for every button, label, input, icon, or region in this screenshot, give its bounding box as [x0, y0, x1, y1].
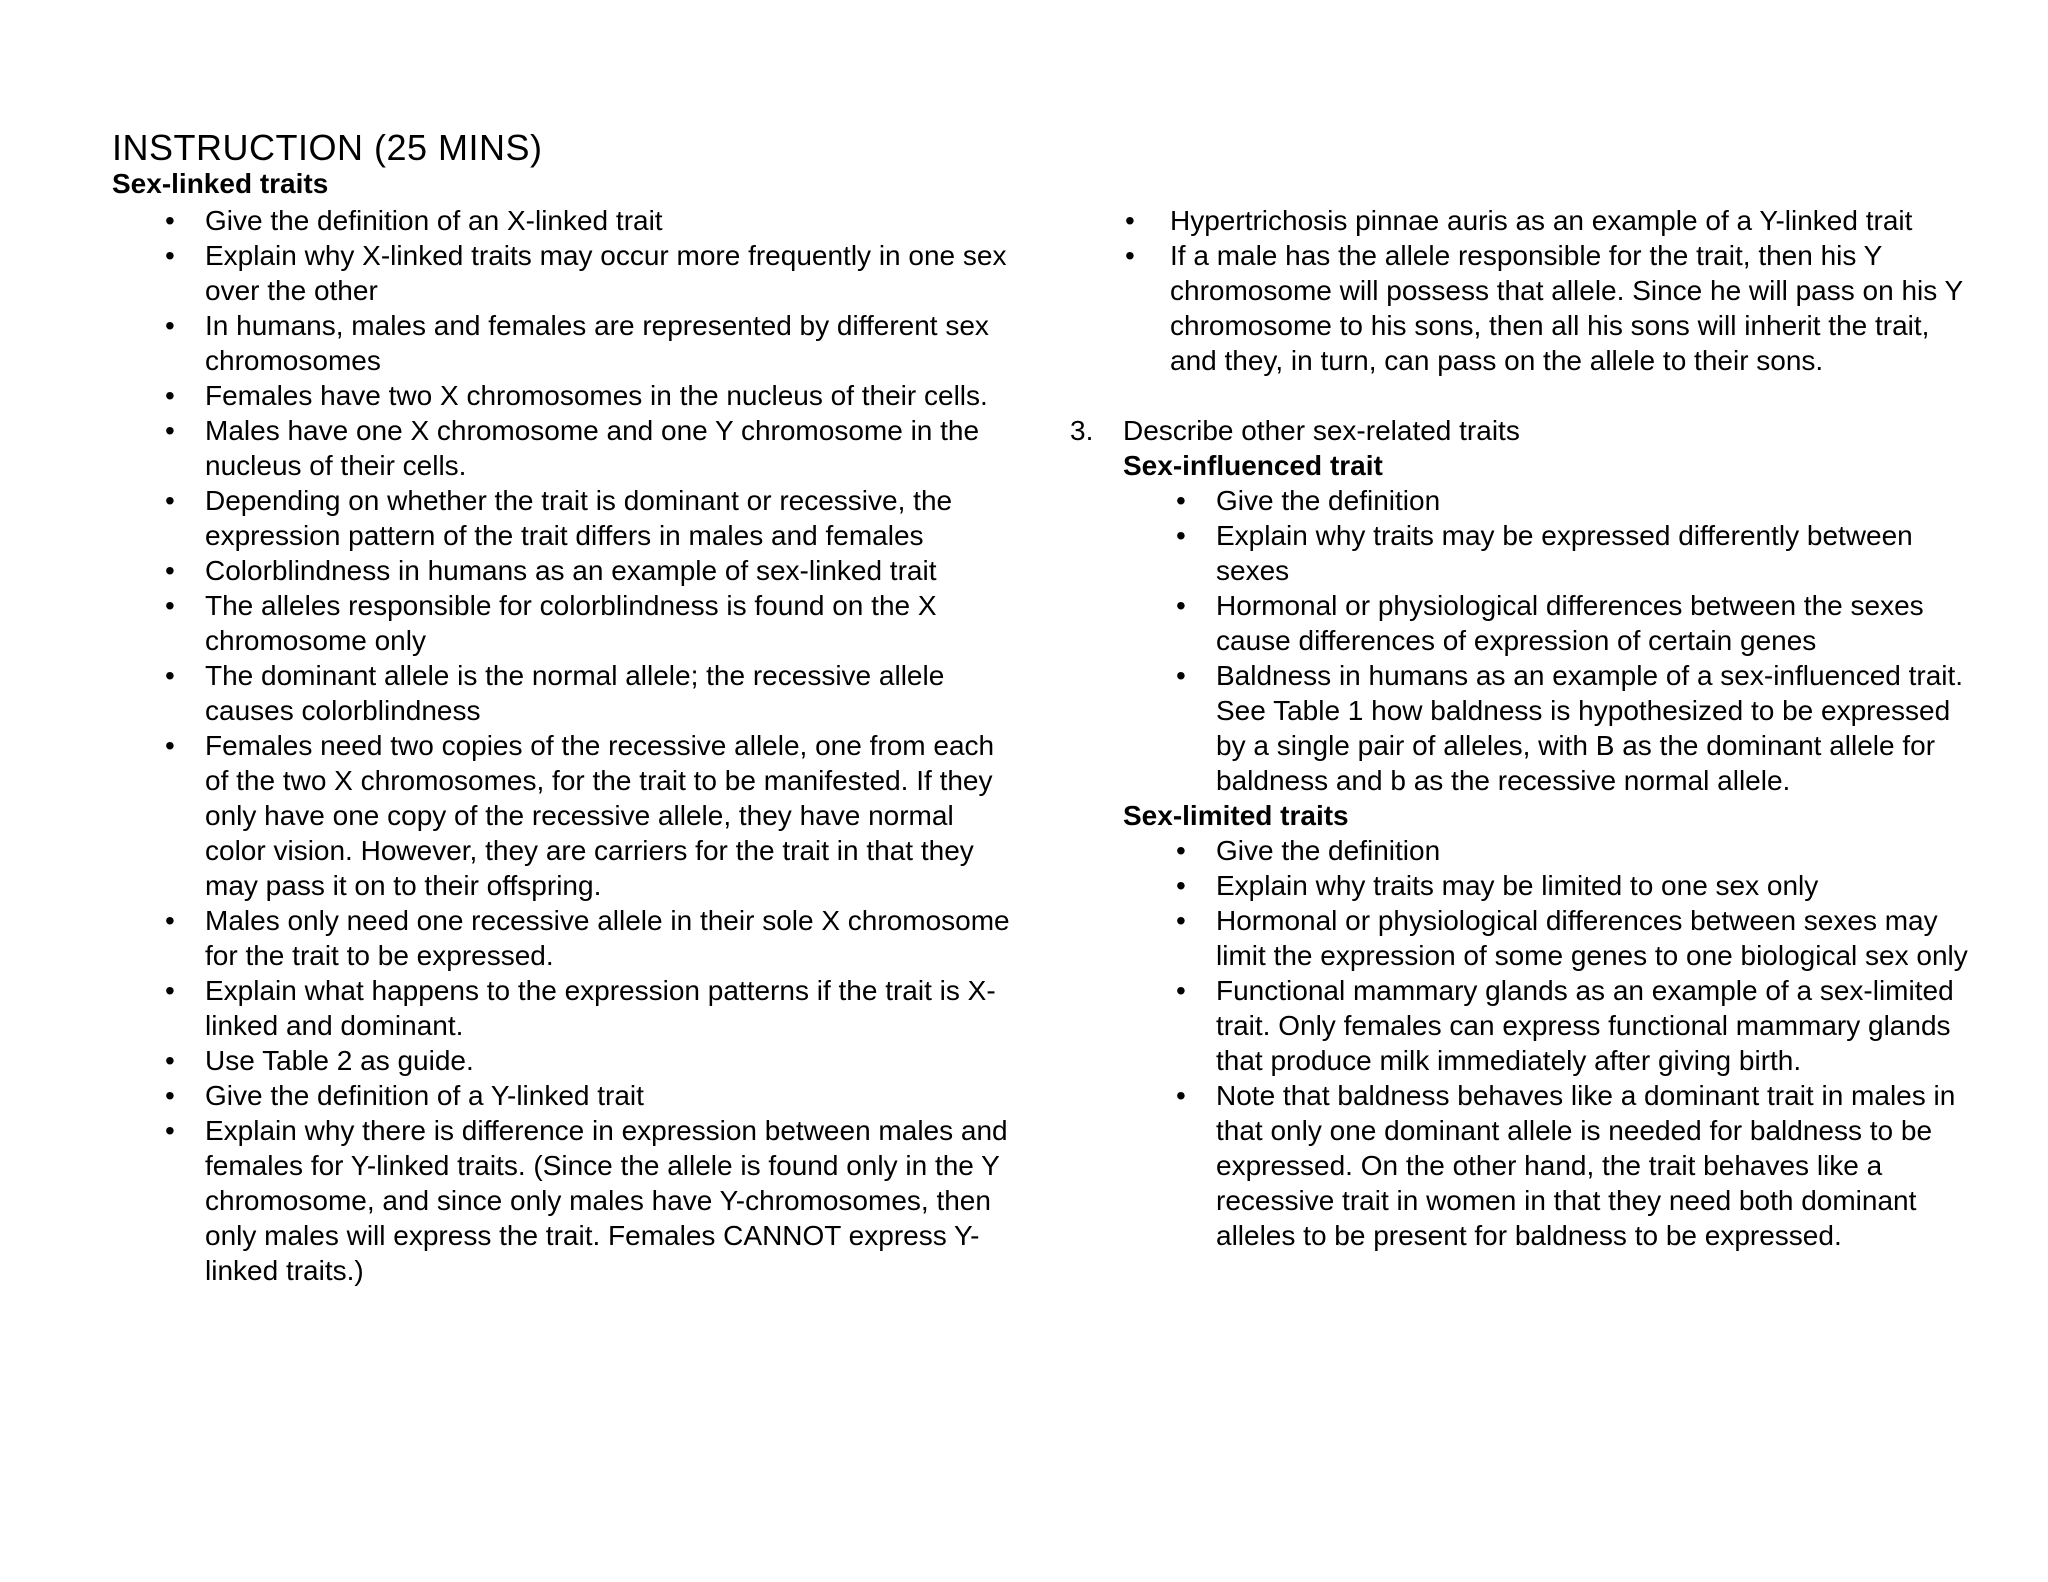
sex-limited-bullet-list	[1070, 833, 1970, 1253]
list-item: • Explain why traits may be limited to one sex only	[1176, 870, 1819, 901]
list-item: • Note that baldness behaves like a dominant trait in males in that only one dominant allele is needed for baldness to be expressed. On the other hand, the trait behaves like a recessive trait in women in that they need both dominant alleles to be present for baldness to be expressed.	[1176, 1080, 1956, 1251]
bullet-icon: •	[165, 590, 175, 621]
bullet-icon: •	[1125, 205, 1135, 236]
bullet-icon: •	[165, 205, 175, 236]
list-item: • Explain why there is difference in expression between males and females for Y-linked traits. (Since the allele is found only in the Y chromosome, and since only males have Y-chromosomes, then only males will express the trait. Females CANNOT express Y-linked traits.)	[165, 1115, 1008, 1286]
bullet-icon: •	[165, 415, 175, 446]
bullet-icon: •	[1176, 975, 1186, 1006]
list-item: • Hormonal or physiological differences between the sexes cause differences of expression of certain genes	[1176, 590, 1924, 656]
list-item: • Colorblindness in humans as an example of sex-linked trait	[165, 555, 937, 586]
bullet-icon: •	[165, 975, 175, 1006]
sub-heading-sex-limited: Sex-limited traits	[1123, 800, 1349, 831]
list-item: • Males only need one recessive allele in their sole X chromosome for the trait to be expressed.	[165, 905, 1010, 971]
list-item: • Give the definition	[1176, 835, 1441, 866]
bullet-icon: •	[165, 1115, 175, 1146]
page-title: INSTRUCTION (25 MINS)	[112, 127, 543, 168]
bullet-icon: •	[1176, 1080, 1186, 1111]
bullet-icon: •	[165, 310, 175, 341]
bullet-icon: •	[1176, 485, 1186, 516]
right-column	[1070, 203, 1970, 1253]
list-item: • Explain why X-linked traits may occur more frequently in one sex over the other	[165, 240, 1007, 306]
list-item: • If a male has the allele responsible for the trait, then his Y chromosome will possess that allele. Since he will pass on his Y chromosome to his sons, then all his sons will inherit the trait, and they, in turn, can pass on the allele to their sons.	[1125, 240, 1963, 376]
list-item: • Females have two X chromosomes in the nucleus of their cells.	[165, 380, 988, 411]
list-item: • Functional mammary glands as an example of a sex-limited trait. Only females can express functional mammary glands that produce milk immediately after giving birth.	[1176, 975, 1954, 1076]
sex-linked-bullet-list	[112, 203, 1012, 1288]
list-item: • Use Table 2 as guide.	[165, 1045, 474, 1076]
list-item: • Males have one X chromosome and one Y chromosome in the nucleus of their cells.	[165, 415, 980, 481]
bullet-icon: •	[165, 555, 175, 586]
bullet-icon: •	[1176, 520, 1186, 551]
bullet-icon: •	[1176, 870, 1186, 901]
bullet-icon: •	[1125, 240, 1135, 271]
sub-heading-sex-influenced: Sex-influenced trait	[1123, 450, 1383, 481]
bullet-icon: •	[165, 485, 175, 516]
list-item: • Females need two copies of the recessive allele, one from each of the two X chromosomes, for the trait to be manifested. If they only have one copy of the recessive allele, they have normal color vision. However, they are carriers for the trait in that they may pass it on to their offspring.	[165, 730, 995, 901]
list-item: • Explain why traits may be expressed differently between sexes	[1176, 520, 1913, 586]
bullet-icon: •	[1176, 660, 1186, 691]
section-heading-sex-linked: Sex-linked traits	[112, 168, 329, 199]
item-text: Describe other sex-related traits	[1123, 415, 1520, 446]
y-linked-bullet-list	[1070, 203, 1970, 378]
item-number: 3.	[1070, 415, 1094, 446]
bullet-icon: •	[1176, 835, 1186, 866]
bullet-icon: •	[165, 1080, 175, 1111]
bullet-icon: •	[165, 905, 175, 936]
list-item: • The dominant allele is the normal allele; the recessive allele causes colorblindness	[165, 660, 945, 726]
bullet-icon: •	[165, 380, 175, 411]
bullet-icon: •	[165, 1045, 175, 1076]
list-item: • In humans, males and females are represented by different sex chromosomes	[165, 310, 989, 376]
bullet-icon: •	[1176, 590, 1186, 621]
bullet-icon: •	[165, 240, 175, 271]
bullet-icon: •	[165, 660, 175, 691]
numbered-item-3	[1070, 413, 1970, 448]
sex-influenced-bullet-list	[1070, 483, 1970, 798]
list-item: • Depending on whether the trait is dominant or recessive, the expression pattern of the trait differs in males and females	[165, 485, 953, 551]
list-item: • Baldness in humans as an example of a sex-influenced trait. See Table 1 how baldness is hypothesized to be expressed by a single pair of alleles, with B as the dominant allele for baldness and b as the recessive normal allele.	[1176, 660, 1964, 796]
list-item: • The alleles responsible for colorblindness is found on the X chromosome only	[165, 590, 937, 656]
bullet-icon: •	[165, 730, 175, 761]
list-item: • Give the definition	[1176, 485, 1441, 516]
list-item: • Give the definition of a Y-linked trait	[165, 1080, 644, 1111]
list-item: • Hormonal or physiological differences between sexes may limit the expression of some genes to one biological sex only	[1176, 905, 1968, 971]
list-item: • Explain what happens to the expression patterns if the trait is X-linked and dominant.	[165, 975, 996, 1041]
left-column	[112, 203, 1012, 1288]
list-item: • Hypertrichosis pinnae auris as an example of a Y-linked trait	[1125, 205, 1913, 236]
list-item: • Give the definition of an X-linked trait	[165, 205, 663, 236]
bullet-icon: •	[1176, 905, 1186, 936]
